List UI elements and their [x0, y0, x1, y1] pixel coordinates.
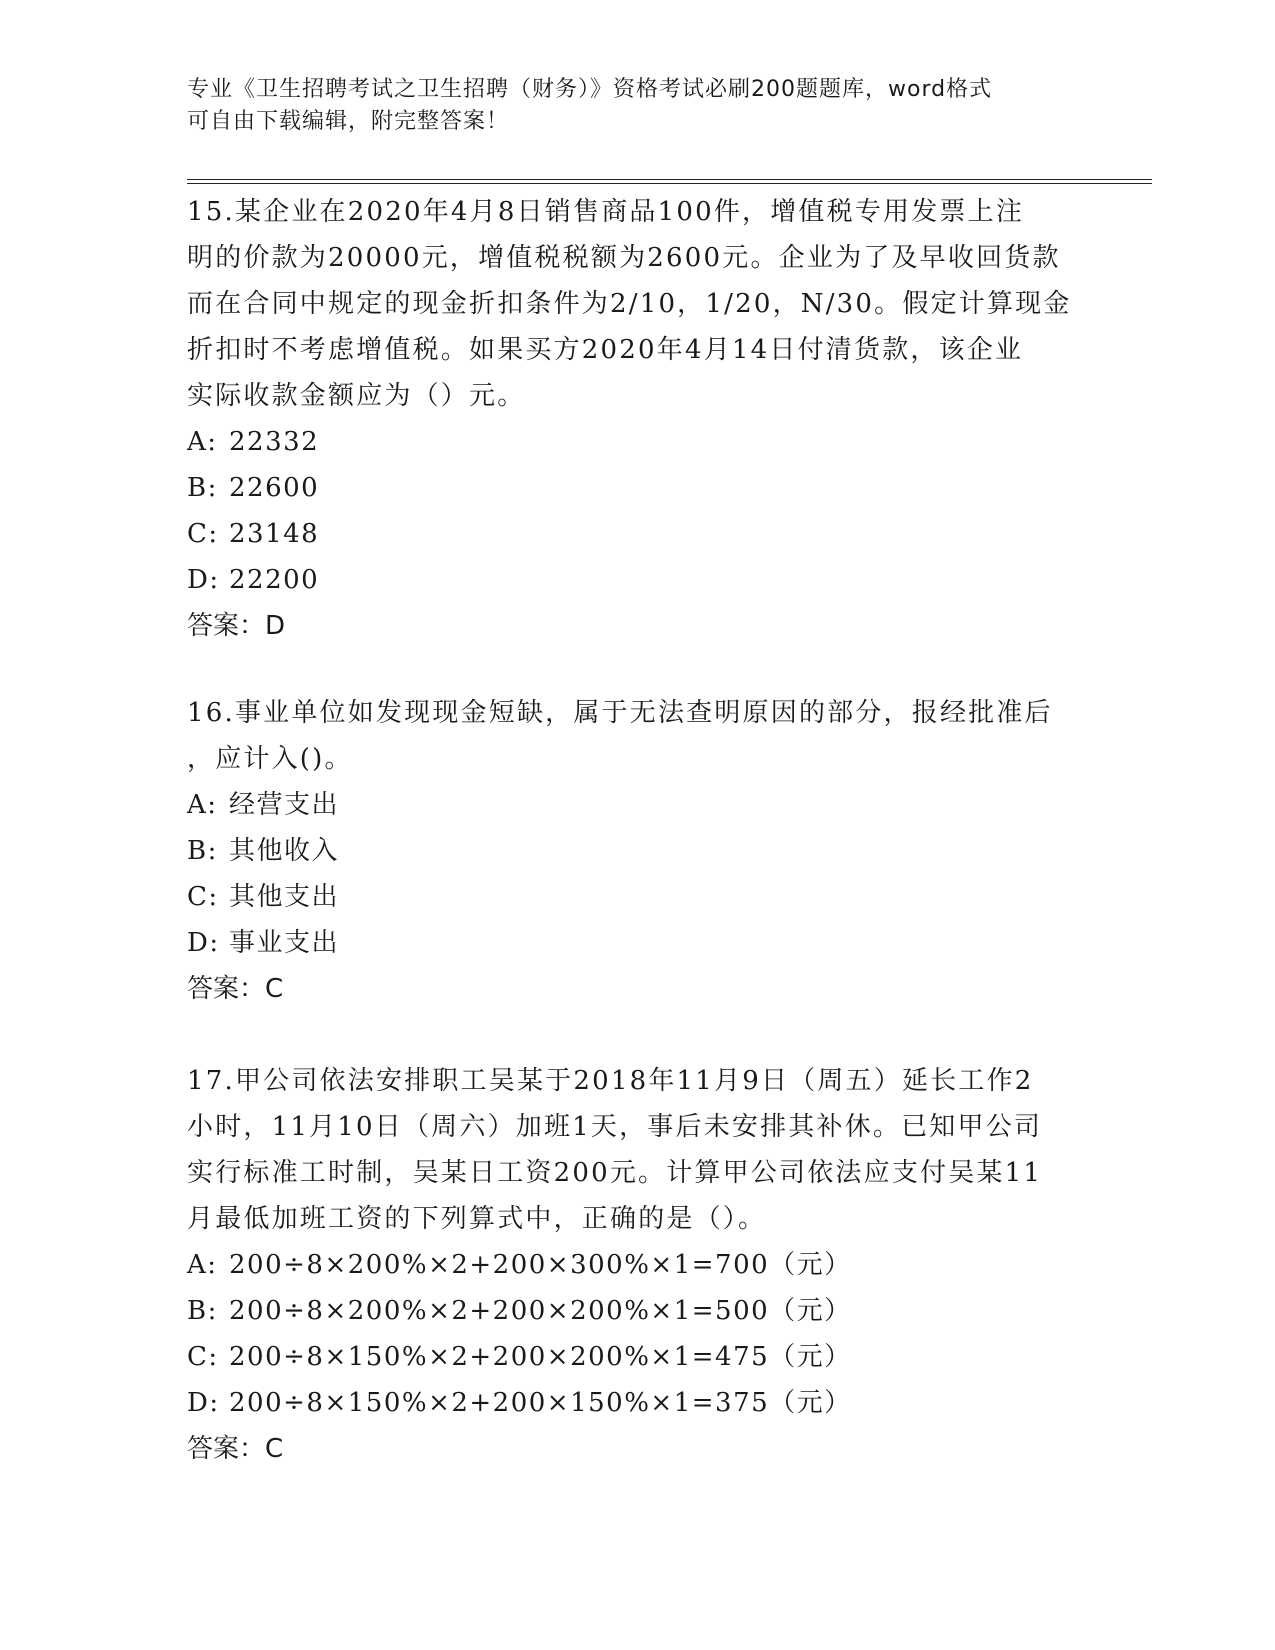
option-key: D: [187, 565, 220, 595]
answer-line: 答案：C [187, 1434, 284, 1464]
option-key: A: [187, 790, 218, 820]
option-text: 其他支出 [229, 882, 340, 912]
option-text: 200÷8×150%×2+200×150%×1=375（元） [229, 1388, 852, 1418]
option-text: 22200 [229, 565, 320, 595]
answer-line: 答案：D [187, 611, 286, 641]
question-line: 实行标准工时制，吴某日工资200元。计算甲公司依法应支付吴某11 [187, 1158, 1043, 1188]
question-block [187, 189, 1087, 649]
option-text: 22332 [229, 427, 320, 457]
question-line: ，应计入()。 [187, 744, 353, 774]
option-key: C: [187, 519, 219, 549]
header-divider [187, 183, 1152, 184]
header-line: 专业《卫生招聘考试之卫生招聘（财务）》资格考试必刷200题题库，word格式 [187, 77, 993, 102]
option-text: 200÷8×200%×2+200×200%×1=500（元） [229, 1296, 852, 1326]
option-c [187, 511, 1087, 557]
header-divider [187, 179, 1152, 180]
option-text: 经营支出 [229, 790, 340, 820]
question-line: 15.某企业在2020年4月8日销售商品100件，增值税专用发票上注 [187, 197, 1025, 227]
option-d [187, 920, 1087, 966]
option-key: C: [187, 1342, 219, 1372]
option-text: 事业支出 [229, 928, 340, 958]
option-key: A: [187, 1250, 218, 1280]
option-b [187, 465, 1087, 511]
header-line: 可自由下载编辑，附完整答案！ [187, 109, 510, 134]
option-key: B: [187, 836, 218, 866]
option-text: 200÷8×150%×2+200×200%×1=475（元） [229, 1342, 852, 1372]
option-b [187, 828, 1087, 874]
option-b [187, 1288, 1087, 1334]
option-text: 其他收入 [229, 836, 340, 866]
option-key: B: [187, 473, 218, 503]
option-c [187, 874, 1087, 920]
question-line: 而在合同中规定的现金折扣条件为2/10，1/20，N/30。假定计算现金 [187, 289, 1072, 319]
question-line: 16.事业单位如发现现金短缺，属于无法查明原因的部分，报经批准后 [187, 698, 1053, 728]
document-header [187, 74, 1067, 138]
option-text: 22600 [229, 473, 320, 503]
option-text: 200÷8×200%×2+200×300%×1=700（元） [229, 1250, 852, 1280]
question-line: 折扣时不考虑增值税。如果买方2020年4月14日付清货款，该企业 [187, 335, 1024, 365]
option-key: D: [187, 1388, 220, 1418]
option-key: A: [187, 427, 218, 457]
option-d [187, 1380, 1087, 1426]
option-d [187, 557, 1087, 603]
answer-line: 答案：C [187, 974, 284, 1004]
option-a [187, 1242, 1087, 1288]
option-c [187, 1334, 1087, 1380]
option-key: C: [187, 882, 219, 912]
question-line: 小时，11月10日（周六）加班1天，事后未安排其补休。已知甲公司 [187, 1112, 1043, 1142]
question-line: 实际收款金额应为（）元。 [187, 381, 526, 411]
option-text: 23148 [229, 519, 320, 549]
option-a [187, 419, 1087, 465]
question-block [187, 690, 1087, 1012]
question-line: 月最低加班工资的下列算式中，正确的是（）。 [187, 1204, 767, 1234]
option-key: D: [187, 928, 220, 958]
question-line: 17.甲公司依法安排职工吴某于2018年11月9日（周五）延长工作2 [187, 1066, 1034, 1096]
option-a [187, 782, 1087, 828]
question-line: 明的价款为20000元，增值税税额为2600元。企业为了及早收回货款 [187, 243, 1061, 273]
option-key: B: [187, 1296, 218, 1326]
question-block [187, 1058, 1087, 1472]
